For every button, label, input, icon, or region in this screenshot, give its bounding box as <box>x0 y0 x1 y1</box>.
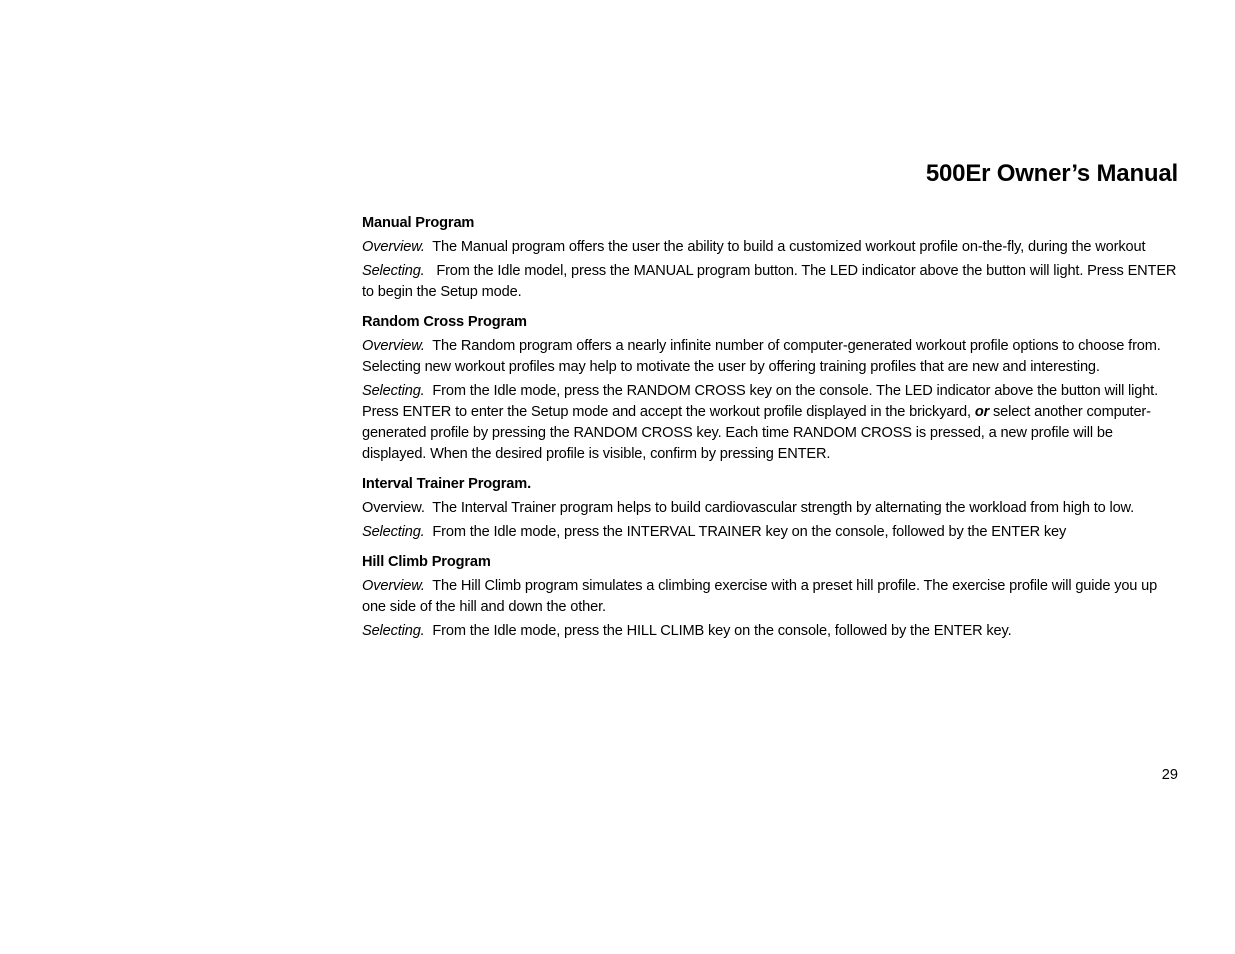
overview-label: Overview. <box>362 239 425 255</box>
page-number: 29 <box>1161 767 1178 783</box>
selecting-paragraph <box>362 522 1178 543</box>
selecting-text-continued: select another computer-generated profile by pressing the RANDOM CROSS key. Each time RANDOM CROSS is pressed, a new profile will be displayed. When the desired profile is visible, confirm by pressing ENTER. <box>362 404 1151 462</box>
document-body <box>362 213 1178 651</box>
overview-paragraph <box>362 336 1178 378</box>
selecting-paragraph <box>362 261 1178 303</box>
selecting-label: Selecting. <box>362 623 425 639</box>
overview-text: The Manual program offers the user the ability to build a customized workout profile on-the-fly, during the workout <box>432 239 1146 255</box>
overview-paragraph <box>362 498 1178 519</box>
section-heading: Interval Trainer Program. <box>362 476 532 492</box>
selecting-paragraph <box>362 621 1178 642</box>
selecting-label: Selecting. <box>362 524 425 540</box>
section-random-cross-program <box>362 312 1178 465</box>
overview-text: The Random program offers a nearly infinite number of computer-generated workout profile options to choose from. Selecting new workout profiles may help to motivate the user by offering training profiles that are new and interesting. <box>362 338 1161 375</box>
page-title: 500Er Owner’s Manual <box>925 160 1178 187</box>
section-heading: Random Cross Program <box>362 314 527 330</box>
section-hill-climb-program <box>362 552 1178 642</box>
section-heading: Hill Climb Program <box>362 554 491 570</box>
section-heading: Manual Program <box>362 215 475 231</box>
selecting-label: Selecting. <box>362 263 425 279</box>
selecting-paragraph <box>362 381 1178 465</box>
overview-label: Overview. <box>362 338 425 354</box>
overview-text: The Hill Climb program simulates a climbing exercise with a preset hill profile. The exercise profile will guide you up one side of the hill and down the other. <box>362 578 1158 615</box>
selecting-text: From the Idle mode, press the INTERVAL TRAINER key on the console, followed by the ENTER key <box>432 524 1067 540</box>
section-interval-trainer-program <box>362 474 1178 543</box>
selecting-label: Selecting. <box>362 383 425 399</box>
overview-paragraph <box>362 576 1178 618</box>
section-manual-program <box>362 213 1178 303</box>
overview-label: Overview. <box>362 578 425 594</box>
selecting-text: From the Idle mode, press the RANDOM CROSS key on the console. The LED indicator above the button will light. Press ENTER to enter the Setup mode and accept the workout profile displayed in the brickyard, <box>362 383 1158 420</box>
selecting-emphasis: or <box>974 404 990 420</box>
overview-label: Overview. <box>362 500 425 516</box>
selecting-text: From the Idle mode, press the HILL CLIMB key on the console, followed by the ENTER key. <box>432 623 1012 639</box>
overview-text: The Interval Trainer program helps to build cardiovascular strength by alternating the workload from high to low. <box>432 500 1135 516</box>
selecting-text: From the Idle model, press the MANUAL program button. The LED indicator above the button will light. Press ENTER to begin the Setup mode. <box>362 263 1177 300</box>
overview-paragraph <box>362 237 1178 258</box>
